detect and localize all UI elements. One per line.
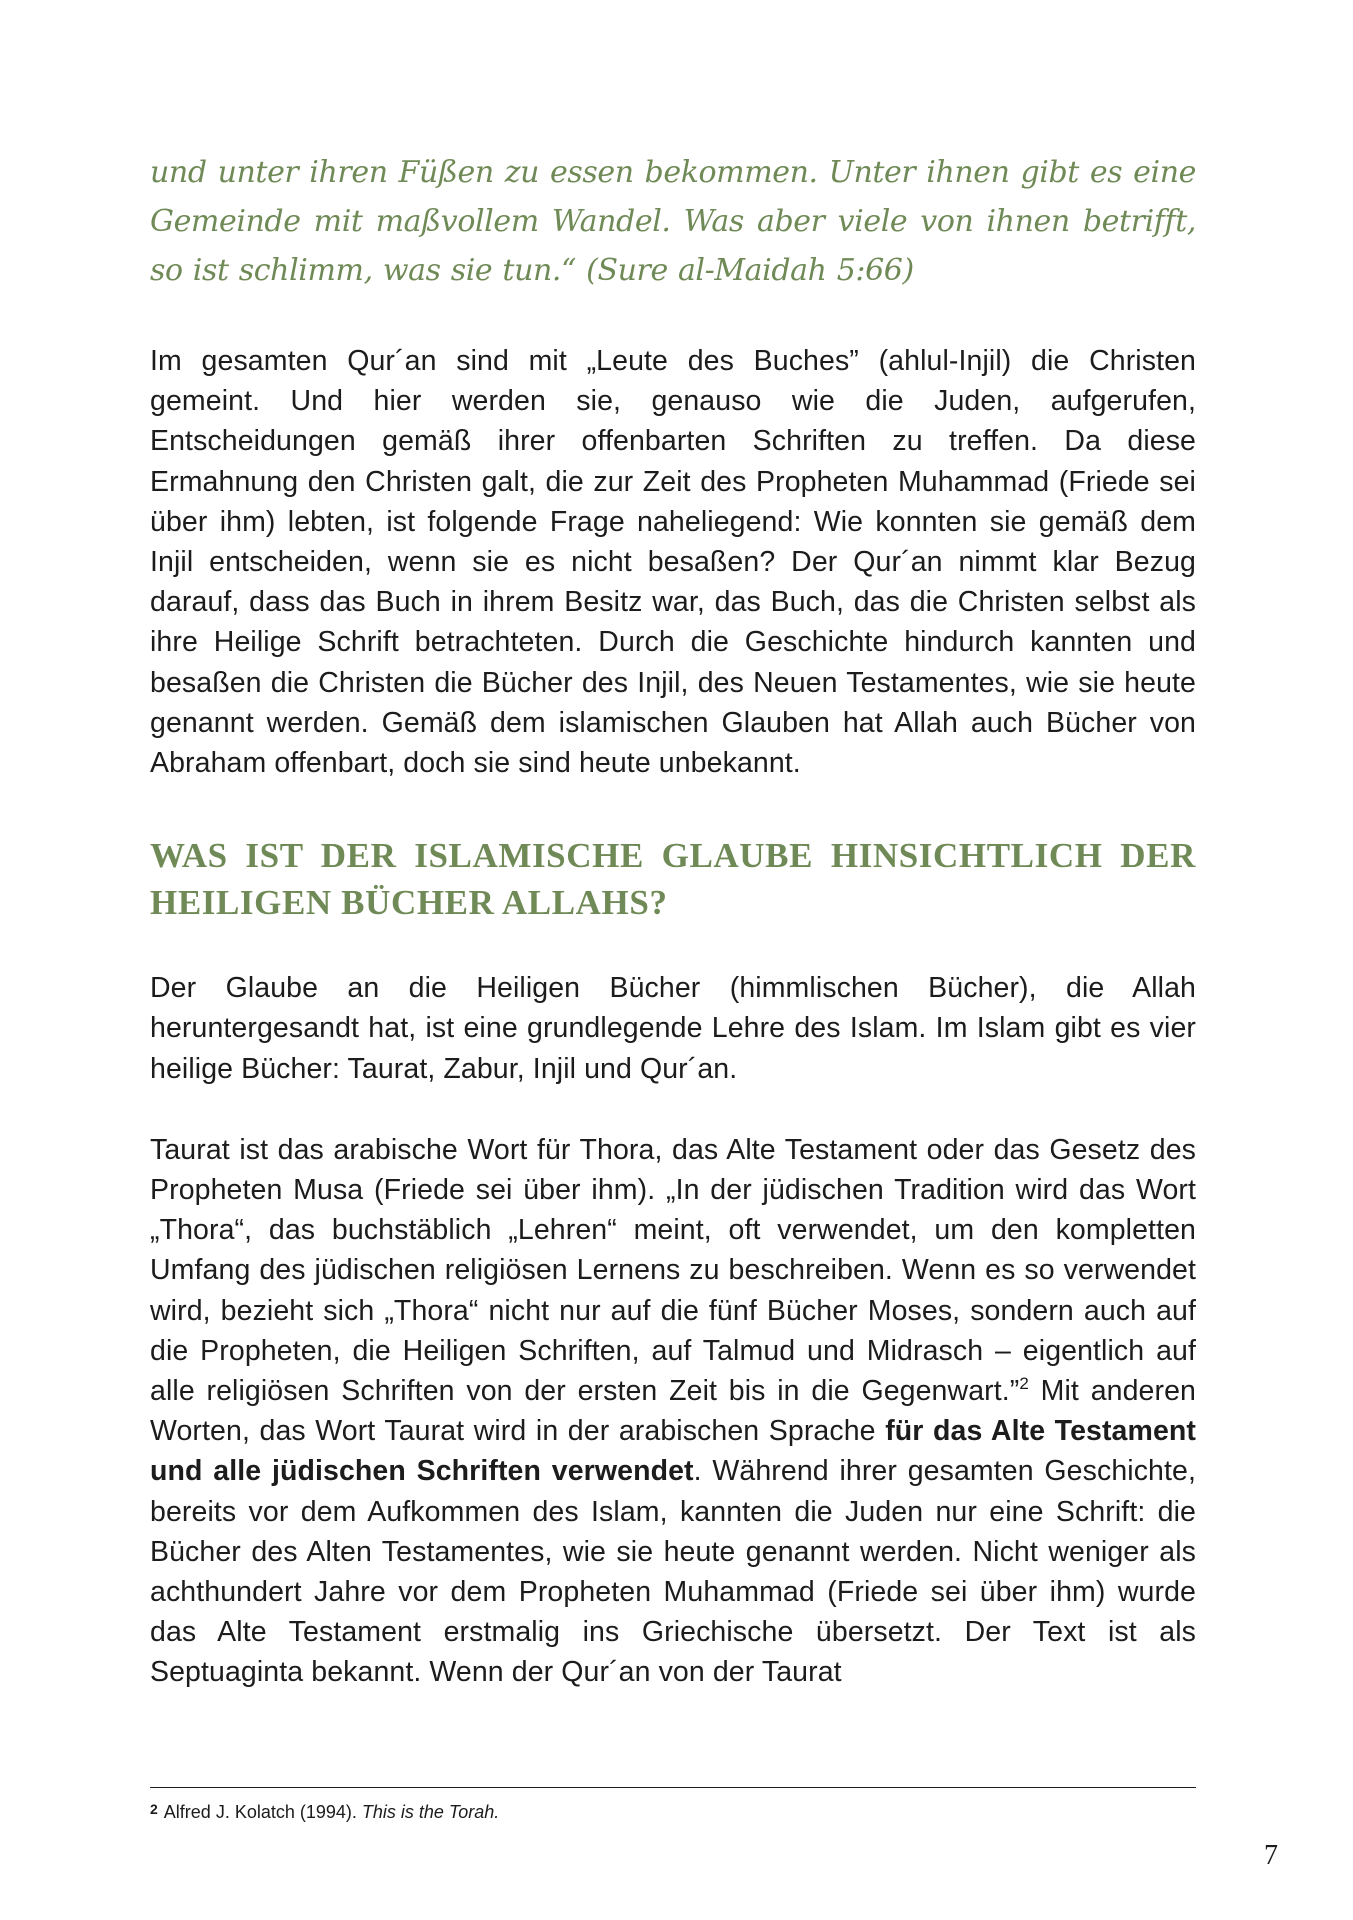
section-heading: WAS IST DER ISLAMISCHE GLAUBE HINSICHTLICH DER HEILIGEN BÜCHER ALLAHS? [150, 836, 1196, 923]
paragraph-taurat-bold: für das Alte Testament und alle jüdischen Schriften verwendet [150, 1415, 1197, 1488]
footnote-reference[interactable]: 2 [1019, 1374, 1029, 1394]
footnote-title: This is the Torah. [361, 1802, 500, 1822]
footnote-divider [150, 1787, 1196, 1788]
paragraph-taurat-part2: Mit anderen Worten, das Wort Taurat wird in der arabischen Sprache [150, 1375, 1196, 1448]
paragraph-taurat-part3: . Während ihrer gesamten Geschichte, bereits vor dem Aufkommen des Islam, kannten die Juden nur eine Schrift: die Bücher des Alten Testamentes, wie sie heute genannt werden. Nicht weniger als achthundert Jahre vor dem Propheten Muhammad (Friede sei über ihm) wurde das Alte Testament erstmalig ins Griechische übersetzt. Der Text ist als Septuaginta bekannt. Wenn der Qur´an von der Taurat [150, 1455, 1196, 1689]
footnote-number: 2 [150, 1801, 158, 1817]
paragraph-qur-an-christians: Im gesamten Qur´an sind mit „Leute des Buches” (ahlul-Injil) die Christen gemeint. Und hier werden sie, genauso wie die Juden, aufgerufen, Entscheidungen gemäß ihrer offenbarten Schriften zu treffen. Da diese Ermahnung den Christen galt, die zur Zeit des Propheten Muhammad (Friede sei über ihm) lebten, ist folgende Frage naheliegend: Wie konnten sie gemäß dem Injil entscheiden, wenn sie es nicht besaßen? Der Qur´an nimmt klar Bezug darauf, dass das Buch in ihrem Besitz war, das Buch, das die Christen selbst als ihre Heilige Schrift betrachteten. Durch die Geschichte hindurch kannten und besaßen die Christen die Bücher des Injil, des Neuen Testamentes, wie sie heute genannt werden. Gemäß dem islamischen Glauben hat Allah auch Bücher von Abraham offenbart, doch sie sind heute unbekannt. [150, 345, 1196, 780]
paragraph-taurat-part1: Taurat ist das arabische Wort für Thora, das Alte Testament oder das Gesetz des Propheten Musa (Friede sei über ihm). „In der jüdischen Tradition wird das Wort „Thora“, das buchstäblich „Lehren“ meint, oft verwendet, um den kompletten Umfang des jüdischen religiösen Lernens zu beschreiben. Wenn es so verwendet wird, bezieht sich „Thora“ nicht nur auf die fünf Bücher Moses, sondern auch auf die Propheten, die Heiligen Schriften, auf Talmud und Midrasch – eigentlich auf alle religiösen Schriften von der ersten Zeit bis in die Gegenwart.” [150, 1133, 1196, 1408]
footnote [150, 1796, 499, 1825]
page-content [150, 148, 1196, 1693]
footnote-author: Alfred J. Kolatch (1994). [163, 1802, 362, 1822]
page-number: 7 [1264, 1840, 1278, 1871]
paragraph-taurat [150, 1130, 1196, 1693]
quote-text: und unter ihren Füßen zu essen bekommen. Unter ihnen gibt es eine Gemeinde mit maßvollem Wandel. Was aber viele von ihnen betrifft, so ist schlimm, was sie tun.“ (Sure al-Maidah 5:66) [150, 155, 1196, 288]
paragraph-holy-books: Der Glaube an die Heiligen Bücher (himmlischen Bücher), die Allah heruntergesandt hat, ist eine grundlegende Lehre des Islam. Im Islam gibt es vier heilige Bücher: Taurat, Zabur, Injil und Qur´an. [150, 972, 1196, 1085]
